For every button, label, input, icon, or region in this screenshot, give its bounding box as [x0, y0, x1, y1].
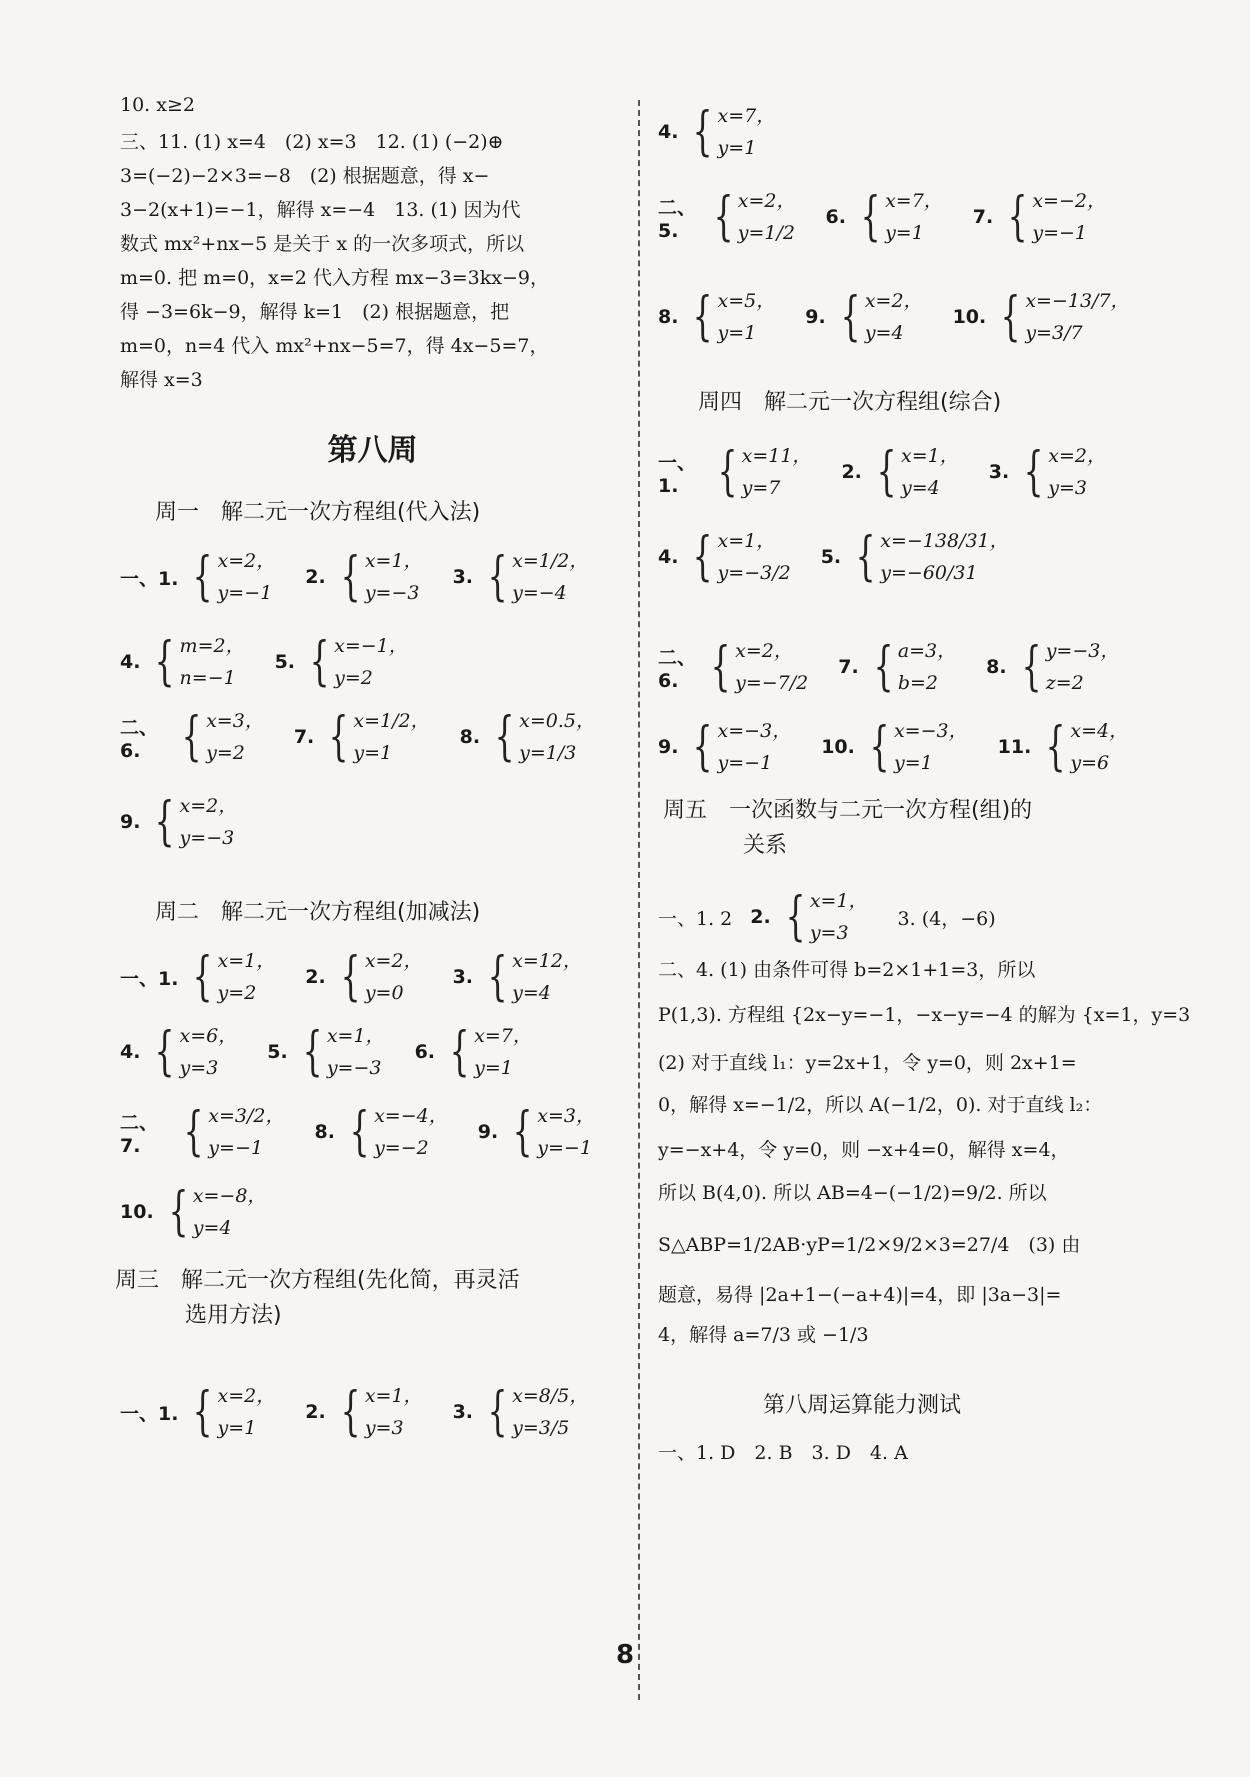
equation: x=2， [364, 950, 423, 972]
equation: y=1 [474, 1057, 513, 1079]
item-number: 2. [841, 461, 862, 483]
brace-icon: { [869, 717, 890, 777]
equation: x=2， [217, 550, 276, 572]
item-number: 3. [452, 1401, 474, 1423]
equation: y=−3， [1045, 640, 1120, 662]
equation: x=8/5， [512, 1385, 589, 1407]
item-number: 2. [750, 906, 771, 928]
equation: y=−2 [374, 1137, 429, 1159]
equation: x=6， [179, 1025, 238, 1047]
brace-icon: { [693, 717, 713, 777]
item-number: 4. [120, 1041, 141, 1063]
equation: y=−60/31 [880, 562, 978, 584]
equation: y=2 [206, 742, 245, 764]
answer-row [658, 525, 1039, 589]
brace-icon: { [713, 187, 734, 247]
equation: x=−13/7， [1025, 290, 1130, 312]
section-title-thursday: 周四 解二元一次方程组(综合) [698, 390, 1002, 415]
answer-line: 二、4. (1) 由条件可得 b=2×1+1=3，所以 [658, 959, 1036, 981]
brace-icon: { [155, 792, 175, 852]
answer-line: m=0，n=4 代入 mx²+nx−5=7，得 4x−5=7， [120, 335, 549, 357]
item-number: 10. [120, 1201, 154, 1223]
brace-icon: { [168, 1182, 189, 1242]
equation: x=3/2， [208, 1105, 285, 1127]
answer-text: 一、1. 2 [658, 907, 733, 930]
item-number: 二、6. [120, 716, 159, 762]
answer-line: m=0. 把 m=0，x=2 代入方程 mx−3=3kx−9， [120, 267, 549, 289]
answer-row [120, 545, 618, 609]
section-title-test: 第八周运算能力测试 [763, 1393, 962, 1418]
equation: x=4， [1070, 720, 1129, 742]
brace-icon: { [340, 1382, 361, 1442]
item-number: 5. [820, 546, 842, 568]
equation: x=−2， [1032, 190, 1106, 212]
answer-line: 解得 x=3 [120, 369, 203, 391]
equation: y=−7/2 [735, 672, 809, 694]
equation: x=−138/31， [880, 530, 1009, 552]
answer-row [658, 885, 996, 949]
item-number: 9. [658, 736, 679, 758]
equation: x=1， [217, 950, 276, 972]
answer-line: S△ABP=1/2AB·yP=1/2×9/2×3=27/4 (3) 由 [658, 1234, 1081, 1256]
equation: y=−3 [364, 582, 420, 604]
equation: y=1 [893, 752, 933, 774]
brace-icon: { [785, 887, 806, 947]
equation: y=−3 [179, 827, 235, 849]
equation: x=12， [512, 950, 582, 972]
equation: x=−4， [374, 1105, 448, 1127]
equation: x=11， [741, 445, 812, 467]
brace-icon: { [309, 632, 330, 692]
answer-line: 一、1. D 2. B 3. D 4. A [658, 1442, 908, 1464]
item-number: 10. [952, 306, 987, 328]
page-number: 8 [615, 1640, 635, 1670]
column-divider [638, 100, 640, 1700]
item-number: 11. [997, 736, 1032, 758]
equation: x=2， [735, 640, 793, 662]
item-number: 7. [293, 726, 315, 748]
item-number: 8. [459, 726, 481, 748]
brace-icon: { [181, 707, 202, 767]
item-number: 6. [825, 206, 846, 228]
left-column [115, 0, 625, 1700]
brace-icon: { [183, 1102, 204, 1162]
equation: y=4 [864, 322, 904, 344]
equation: y=−1 [1032, 222, 1088, 244]
equation: x=2， [864, 290, 923, 312]
equation: y=−1 [217, 582, 273, 604]
answer-row [120, 705, 625, 769]
item-number: 7. [838, 656, 859, 678]
equation: x=1/2， [512, 550, 589, 572]
equation: z=2 [1045, 672, 1084, 694]
brace-icon: { [193, 1382, 213, 1442]
equation: n=−1 [179, 667, 236, 689]
equation: x=3， [206, 710, 264, 732]
equation: y=3/5 [512, 1417, 570, 1439]
equation: x=−3， [717, 720, 792, 742]
item-number: 二、7. [120, 1111, 159, 1157]
week-title: 第八周 [327, 433, 418, 468]
equation: y=1 [885, 222, 924, 244]
answer-line: 三、11. (1) x=4 (2) x=3 12. (1) (−2)⊕ [120, 131, 504, 153]
answer-row [120, 1180, 296, 1244]
brace-icon: { [340, 547, 361, 607]
brace-icon: { [873, 637, 894, 697]
equation: x=7， [474, 1025, 532, 1047]
item-number: 4. [120, 651, 141, 673]
equation: y=4 [512, 982, 551, 1004]
equation: x=2， [737, 190, 796, 212]
brace-icon: { [193, 547, 213, 607]
item-number: 二、6. [658, 646, 697, 692]
brace-icon: { [693, 287, 713, 347]
answer-line: 4，解得 a=7/3 或 −1/3 [658, 1324, 869, 1346]
equation: y=2 [334, 667, 373, 689]
equation: x=1， [717, 530, 776, 552]
brace-icon: { [693, 102, 713, 162]
answer-line: 得 −3=6k−9，解得 k=1 (2) 根据题意，把 [120, 301, 510, 323]
brace-icon: { [340, 947, 361, 1007]
equation: b=2 [897, 672, 938, 694]
equation: y=3/7 [1025, 322, 1083, 344]
equation: y=−1 [537, 1137, 592, 1159]
equation: y=1 [217, 1417, 257, 1439]
brace-icon: { [349, 1102, 370, 1162]
answer-row [658, 440, 1136, 504]
equation: x=−8， [192, 1185, 267, 1207]
equation: y=−3/2 [717, 562, 791, 584]
item-number: 二、5. [658, 196, 697, 242]
equation: y=−4 [512, 582, 567, 604]
item-number: 3. [452, 566, 474, 588]
item-number: 2. [305, 1401, 326, 1423]
answer-row [120, 945, 612, 1009]
item-number: 8. [658, 306, 679, 328]
equation: y=2 [217, 982, 257, 1004]
item-number: 3. [452, 966, 474, 988]
equation: y=0 [364, 982, 404, 1004]
answer-line: 10. x≥2 [120, 94, 195, 116]
answer-text: 3. (4，−6) [897, 907, 996, 930]
item-number: 8. [314, 1121, 335, 1143]
brace-icon: { [155, 632, 175, 692]
equation: a=3， [897, 640, 957, 662]
equation: x=1， [809, 890, 868, 912]
section-title-wednesday: 周三 解二元一次方程组(先化简，再灵活 [115, 1268, 520, 1293]
equation: y=−1 [717, 752, 773, 774]
item-number: 一、1. [120, 1402, 179, 1425]
item-number: 4. [658, 121, 679, 143]
section-title-wednesday-cont: 选用方法) [185, 1303, 282, 1328]
equation: m=2， [179, 635, 245, 657]
equation: x=2， [217, 1385, 276, 1407]
item-number: 9. [477, 1121, 499, 1143]
answer-row [658, 100, 805, 164]
equation: x=−1， [334, 635, 408, 657]
answer-row [120, 1380, 618, 1444]
answer-row [658, 635, 1149, 699]
equation: y=3 [364, 1417, 404, 1439]
brace-icon: { [1045, 717, 1066, 777]
brace-icon: { [1023, 442, 1044, 502]
brace-icon: { [693, 527, 713, 587]
brace-icon: { [487, 1382, 508, 1442]
section-title-monday: 周一 解二元一次方程组(代入法) [155, 500, 481, 525]
equation: x=3， [537, 1105, 595, 1127]
item-number: 3. [988, 461, 1010, 483]
brace-icon: { [717, 442, 738, 502]
brace-icon: { [1007, 187, 1028, 247]
right-column [658, 0, 1191, 1700]
section-title-tuesday: 周二 解二元一次方程组(加减法) [155, 900, 481, 925]
answer-row [120, 790, 267, 854]
brace-icon: { [449, 1022, 470, 1082]
equation: x=2， [1048, 445, 1106, 467]
item-number: 8. [986, 656, 1007, 678]
equation: x=1， [326, 1025, 385, 1047]
equation: y=1 [717, 137, 757, 159]
equation: x=1， [364, 1385, 423, 1407]
item-number: 5. [267, 1041, 288, 1063]
answer-line: y=−x+4，令 y=0，则 −x+4=0，解得 x=4， [658, 1139, 1070, 1161]
answer-line: 3=(−2)−2×3=−8 (2) 根据题意，得 x− [120, 165, 490, 187]
item-number: 7. [972, 206, 994, 228]
equation: y=1/2 [737, 222, 796, 244]
equation: y=4 [192, 1217, 232, 1239]
equation: x=−3， [893, 720, 968, 742]
answer-line: 数式 mx²+nx−5 是关于 x 的一次多项式，所以 [120, 233, 525, 255]
item-number: 4. [658, 546, 679, 568]
answer-line: (2) 对于直线 l₁：y=2x+1，令 y=0，则 2x+1= [658, 1052, 1077, 1074]
section-title-friday: 周五 一次函数与二元一次方程(组)的 [663, 798, 1033, 823]
equation: x=1/2， [353, 710, 430, 732]
brace-icon: { [487, 947, 508, 1007]
item-number: 9. [120, 811, 141, 833]
item-number: 2. [305, 966, 326, 988]
brace-icon: { [1021, 637, 1042, 697]
brace-icon: { [494, 707, 515, 767]
equation: y=3 [179, 1057, 219, 1079]
equation: y=6 [1070, 752, 1110, 774]
brace-icon: { [487, 547, 508, 607]
answer-row [658, 285, 1160, 349]
equation: y=1/3 [519, 742, 577, 764]
equation: y=1 [717, 322, 757, 344]
equation: x=1， [900, 445, 959, 467]
equation: y=3 [1048, 477, 1088, 499]
item-number: 6. [414, 1041, 436, 1063]
brace-icon: { [512, 1102, 533, 1162]
brace-icon: { [860, 187, 881, 247]
equation: y=−1 [208, 1137, 263, 1159]
brace-icon: { [328, 707, 349, 767]
brace-icon: { [855, 527, 876, 587]
answer-line: 所以 B(4,0). 所以 AB=4−(−1/2)=9/2. 所以 [658, 1182, 1047, 1204]
answer-line: 题意，易得 |2a+1−(−a+4)|=4，即 |3a−3|= [658, 1284, 1062, 1306]
equation: x=7， [885, 190, 943, 212]
equation: x=7， [717, 105, 776, 127]
brace-icon: { [193, 947, 213, 1007]
answer-row [120, 1100, 625, 1164]
item-number: 5. [274, 651, 296, 673]
item-number: 一、1. [120, 567, 179, 590]
equation: x=5， [717, 290, 776, 312]
answer-line: 0，解得 x=−1/2，所以 A(−1/2，0). 对于直线 l₂： [658, 1094, 1103, 1116]
brace-icon: { [1000, 287, 1021, 347]
answer-row [658, 185, 1136, 249]
equation: y=1 [353, 742, 393, 764]
item-number: 一、1. [120, 967, 179, 990]
item-number: 一、1. [658, 451, 697, 497]
item-number: 9. [805, 306, 826, 328]
answer-row [658, 715, 1158, 779]
brace-icon: { [302, 1022, 323, 1082]
equation: x=1， [364, 550, 423, 572]
equation: y=−3 [326, 1057, 382, 1079]
item-number: 2. [305, 566, 326, 588]
brace-icon: { [840, 287, 861, 347]
answer-line: 3−2(x+1)=−1，解得 x=−4 13. (1) 因为代 [120, 199, 521, 221]
equation: x=2， [179, 795, 238, 817]
equation: y=7 [741, 477, 781, 499]
answer-row [120, 1020, 562, 1084]
brace-icon: { [155, 1022, 175, 1082]
brace-icon: { [876, 442, 897, 502]
equation: y=3 [809, 922, 849, 944]
answer-line: P(1,3). 方程组 {2x−y=−1，−x−y=−4 的解为 {x=1，y=3 [658, 1004, 1191, 1026]
answer-row [120, 630, 438, 694]
brace-icon: { [710, 637, 731, 697]
item-number: 10. [821, 736, 855, 758]
equation: x=0.5， [519, 710, 595, 732]
equation: y=4 [900, 477, 940, 499]
section-title-friday-cont: 关系 [743, 833, 788, 858]
